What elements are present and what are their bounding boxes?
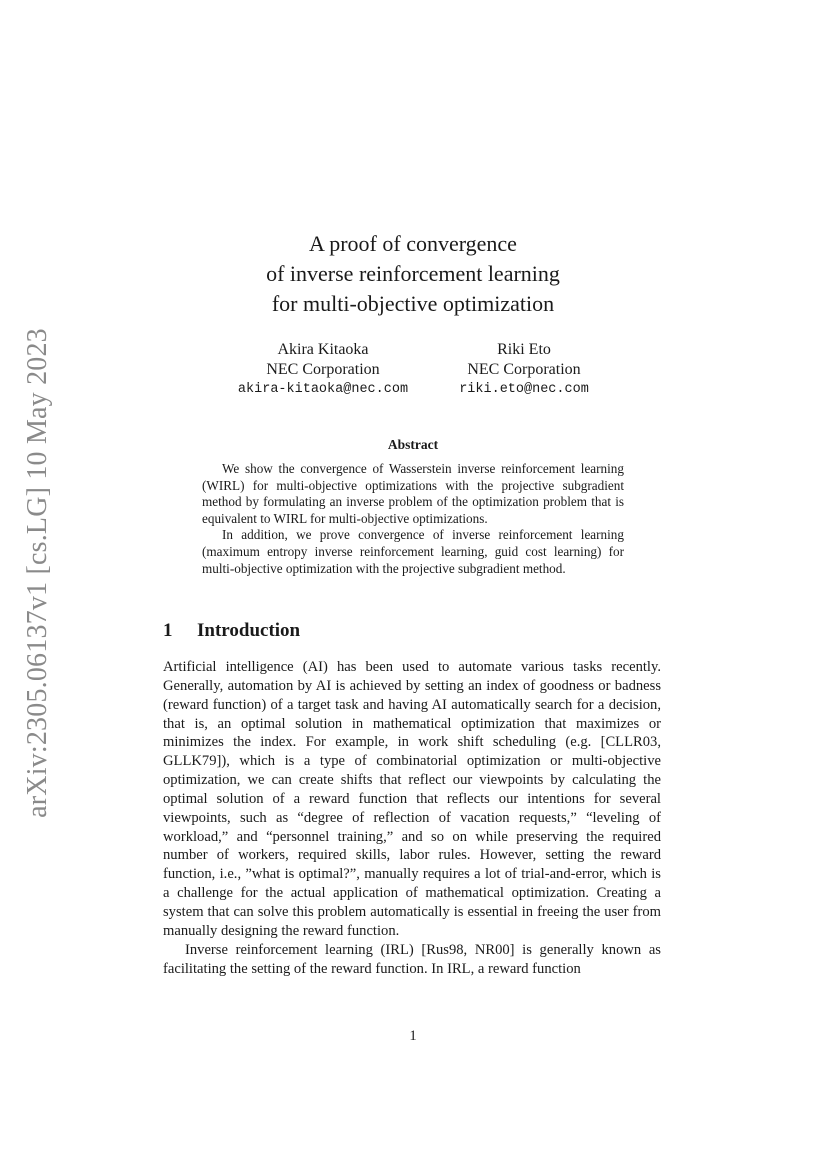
section-number: 1 — [163, 620, 173, 641]
title-line: A proof of convergence — [309, 231, 517, 256]
author-1 — [223, 340, 423, 400]
author-email: riki.eto@nec.com — [459, 382, 589, 397]
section-body — [163, 658, 661, 978]
section-title: Introduction — [197, 620, 301, 641]
title-line: for multi-objective optimization — [271, 291, 555, 316]
title-line: of inverse reinforcement learning — [266, 261, 560, 286]
author-name: Riki Eto — [497, 341, 551, 358]
section-heading — [163, 620, 300, 642]
author-affiliation: NEC Corporation — [266, 361, 380, 378]
page-number: 1 — [409, 1028, 417, 1044]
abstract-paragraph: We show the convergence of Wasserstein inverse reinforcement learning (WIRL) for multi-objective optimizations with the projective subgradient method by formulating an inverse problem of the optimization problem that is equivalent to WIRL for multi-objective optimizations. — [202, 461, 624, 526]
author-2 — [424, 340, 624, 400]
body-paragraph: Inverse reinforcement learning (IRL) [Rus98, NR00] is generally known as facilitating the setting of the reward function. In IRL, a reward function — [163, 941, 661, 977]
author-email: akira-kitaoka@nec.com — [237, 382, 409, 397]
abstract-body — [202, 461, 624, 577]
abstract-heading: Abstract — [387, 437, 439, 452]
arxiv-identifier-stamp — [21, 327, 55, 819]
paper-title — [163, 229, 663, 319]
body-paragraph: Artificial intelligence (AI) has been used to automate various tasks recently. Generally, automation by AI is achieved by setting an index of goodness or badness (reward function) of a target task and having AI automatically search for a decision, that is, an optimal solution in mathematical optimization that maximizes or minimizes the index. For example, in work shift scheduling (e.g. [CLLR03, GLLK79]), which is a type of combinatorial optimization or multi-objective optimization, we can create shifts that reflect our viewpoints by calculating the optimal solution of a reward function that reflects our intentions for several viewpoints, such as “degree of reflection of vacation requests,” “leveling of workload,” and “personnel training,” and so on while preserving the required number of workers, required skills, labor rules. However, setting the reward function, i.e., ”what is optimal?”, manually requires a lot of trial-and-error, which is a challenge for the actual application of mathematical optimization. Creating a system that can solve this problem automatically is essential in freeing the user from manually designing the reward function. — [163, 659, 661, 939]
arxiv-identifier-text: arXiv:2305.06137v1 [cs.LG] 10 May 2023 — [22, 328, 54, 818]
author-affiliation: NEC Corporation — [467, 361, 581, 378]
author-name: Akira Kitaoka — [277, 341, 369, 358]
abstract-paragraph: In addition, we prove convergence of inverse reinforcement learning (maximum entropy inverse reinforcement learning, guid cost learning) for multi-objective optimization with the projective subgradient method. — [202, 527, 624, 576]
